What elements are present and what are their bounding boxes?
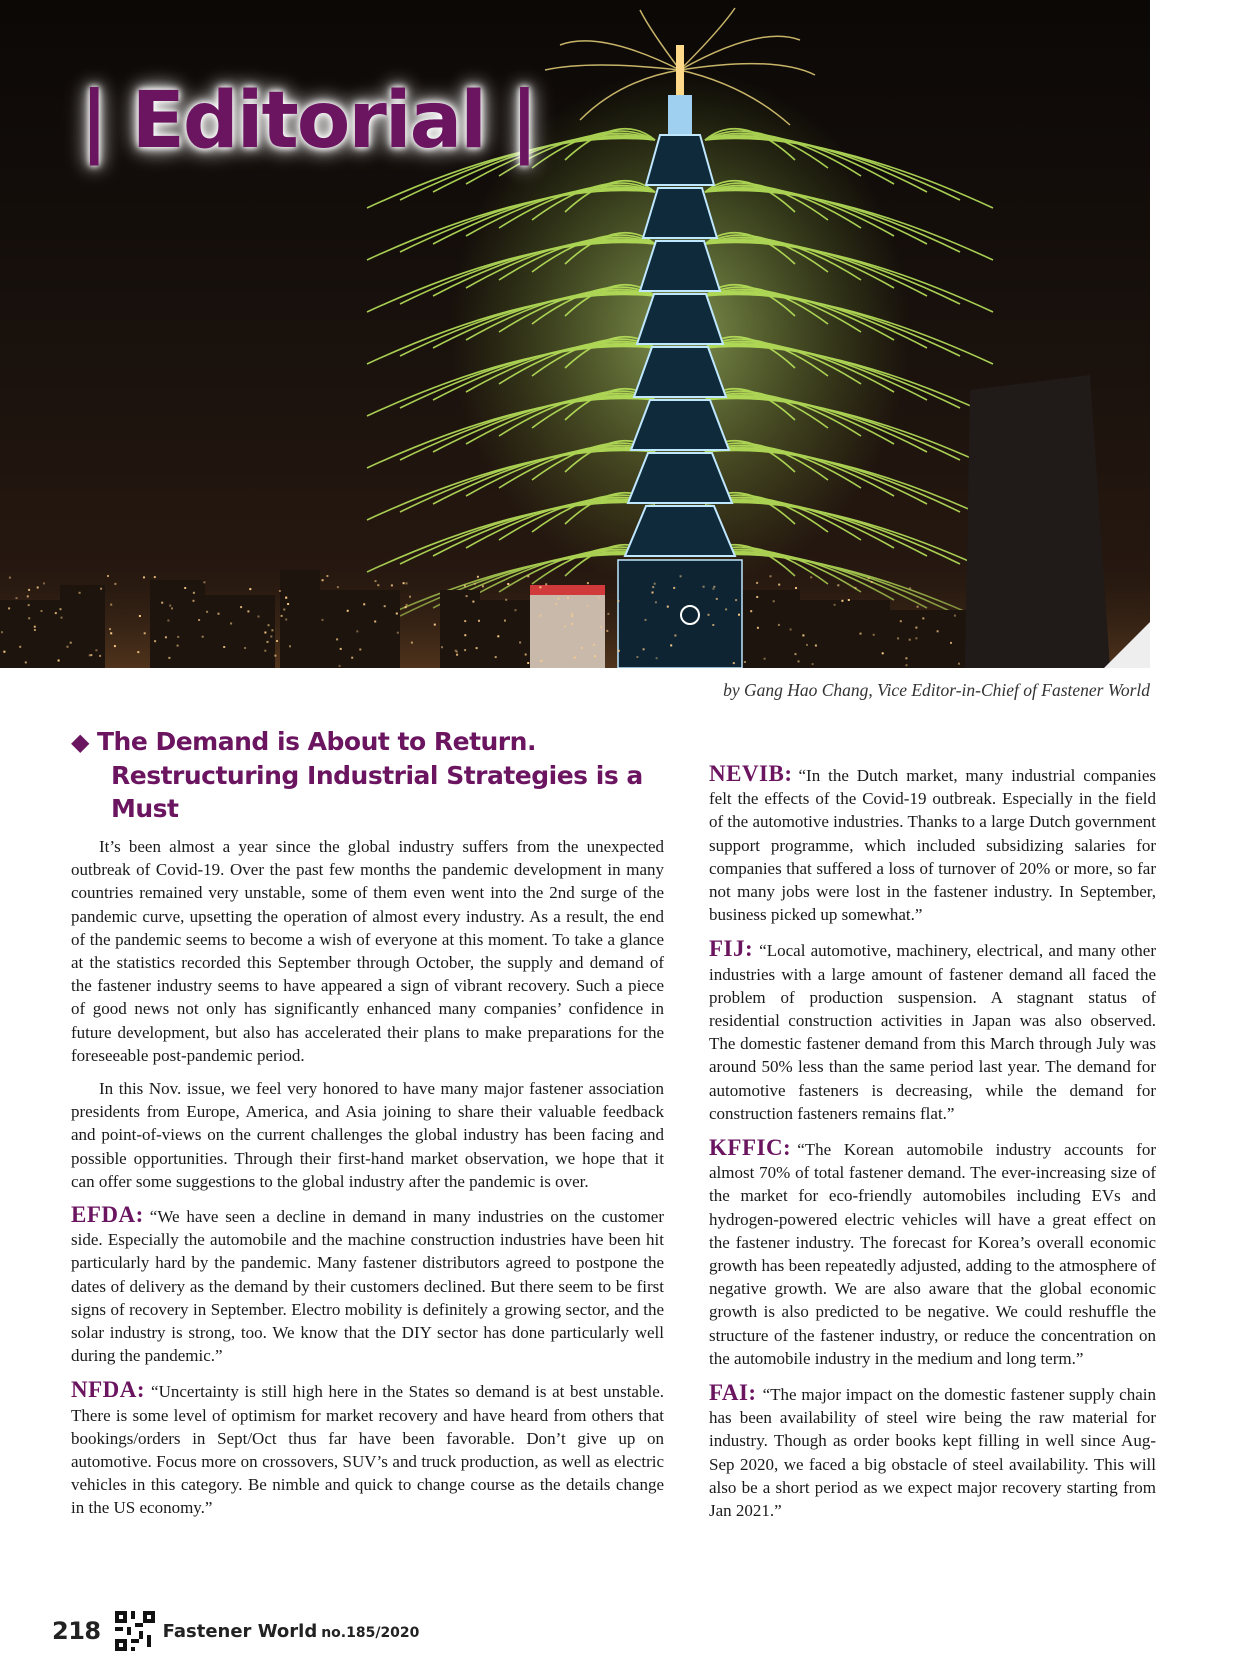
quote-fij <box>709 937 1156 1125</box>
quote-text: “We have seen a decline in demand in many industries on the customer side. Especially the automobile and the machine construction industries have been hit particularly hard by the pandemic. Many fastener distributors agreed to postpone the dates of delivery as the demand by their customers declined. But there seem to be first signs of recovery in September. Electro mobility is definitely a growing sector, and the solar industry is strong, too. We know that the DIY sector has done particularly well during the pandemic.” <box>71 1207 664 1366</box>
quote-nevib <box>709 762 1156 926</box>
association-abbr: NEVIB: <box>709 761 793 786</box>
heading-line-2: Restructuring Industrial Strategies is a Must <box>111 761 643 823</box>
association-abbr: NFDA: <box>71 1377 146 1403</box>
quote-kffic <box>709 1136 1156 1370</box>
issue-number: no.185/2020 <box>321 1625 420 1641</box>
byline: by Gang Hao Chang, Vice Editor-in-Chief of Fastener World <box>723 680 1150 700</box>
page-corner-fold <box>1104 622 1150 668</box>
qr-code-icon[interactable] <box>115 1611 155 1651</box>
association-abbr: FAI: <box>709 1380 757 1406</box>
quote-text: “Uncertainty is still high here in the States so demand is at best unstable. There is some level of optimism for market recovery and have heard from others that bookings/orders in Sept/Oct thus far have been favorable. Don’t give up on automotive. Focus more on crossovers, SUV’s and truck production, as well as electric vehicles in this category. Be nimble and quick to change course as the details change in the US economy.” <box>71 1382 664 1518</box>
right-column <box>709 762 1156 1533</box>
association-abbr: EFDA: <box>71 1202 144 1228</box>
quote-efda <box>71 1203 664 1367</box>
section-title: | Editorial | <box>80 76 537 166</box>
dark-tower <box>965 375 1110 668</box>
quote-text: “The Korean automobile industry accounts for almost 70% of total fastener demand. The ever-increasing size of the market for eco-friendly automobiles including EVs and hydrogen-powered electric vehicles will have a great effect on the fastener industry. The forecast for Korea’s overall economic growth has been repeatedly adjusted, adding to the atmosphere of negative growth. We are also aware that the global economic growth is also predicted to be negative. We could reshuffle the structure of the fastener industry, or reduce the concentration on the automobile industry in the medium and long term.” <box>709 1140 1156 1368</box>
left-column <box>71 725 664 1531</box>
quote-nfda <box>71 1378 664 1519</box>
intro-paragraph-2: In this Nov. issue, we feel very honored to have many major fastener association presidents from Europe, America, and Asia joining to share their valuable feedback and point-of-views on the current challenges the global industry has been facing and possible opportunities. Through their first-hand market observation, we hope that it can offer some suggestions to the global industry after the pandemic is over. <box>71 1079 664 1191</box>
page-footer <box>52 1608 419 1654</box>
quote-fai <box>709 1381 1156 1522</box>
intro-paragraph-1: It’s been almost a year since the global industry suffers from the unexpected outbreak of Covid-19. Over the past few months the pandemic development in many countries remained very unstable, some of them even went into the 2nd surge of the pandemic curve, upsetting the operation of almost every industry. As a result, the end of the pandemic seems to become a wish of everyone at this moment. To take a glance at the statistics recorded this September through October, the supply and demand of the fastener industry seems to have appeared a sign of vibrant recovery. Such a piece of good news not only has significantly enhanced many companies’ confidence in future development, but also has accelerated their plans to make preparations for the foreseeable post-pandemic period. <box>71 837 664 1065</box>
quote-text: “Local automotive, machinery, electrical, and many other industries with a large amount of fastener demand all faced the problem of production suspension. A stagnant status of residential construction activities in Japan was also observed. The domestic fastener demand from this March through July was around 50% less than the same period last year. The demand for automotive fasteners is decreasing, while the demand for construction fasteners remains flat.” <box>709 941 1156 1123</box>
heading-line-1: The Demand is About to Return. <box>96 727 536 756</box>
quote-text: “In the Dutch market, many industrial companies felt the effects of the Covid-19 outbreak. Especially in the field of the automotive industries. Thanks to a large Dutch government support programme, which included subsidizing salaries for companies that suffered a loss of turnover of 20% or more, so far not many jobs were lost in the fastener industry. In September, business picked up somewhat.” <box>709 766 1156 925</box>
association-abbr: FIJ: <box>709 936 754 962</box>
hero-photo <box>0 0 1150 668</box>
magazine-name: Fastener World <box>162 1620 318 1642</box>
quote-text: “The major impact on the domestic fastener supply chain has been availability of steel wire being the raw material for industry. Though as order books kept filling in well since Aug-Sep 2020, we faced a big obstacle of steel availability. This will also be a short period as we expect major recovery starting from Jan 2021.” <box>709 1385 1156 1521</box>
association-abbr: KFFIC: <box>709 1135 792 1161</box>
article-heading <box>71 725 664 825</box>
page-number: 218 <box>52 1617 101 1645</box>
diamond-bullet-icon: ◆ <box>71 728 89 756</box>
